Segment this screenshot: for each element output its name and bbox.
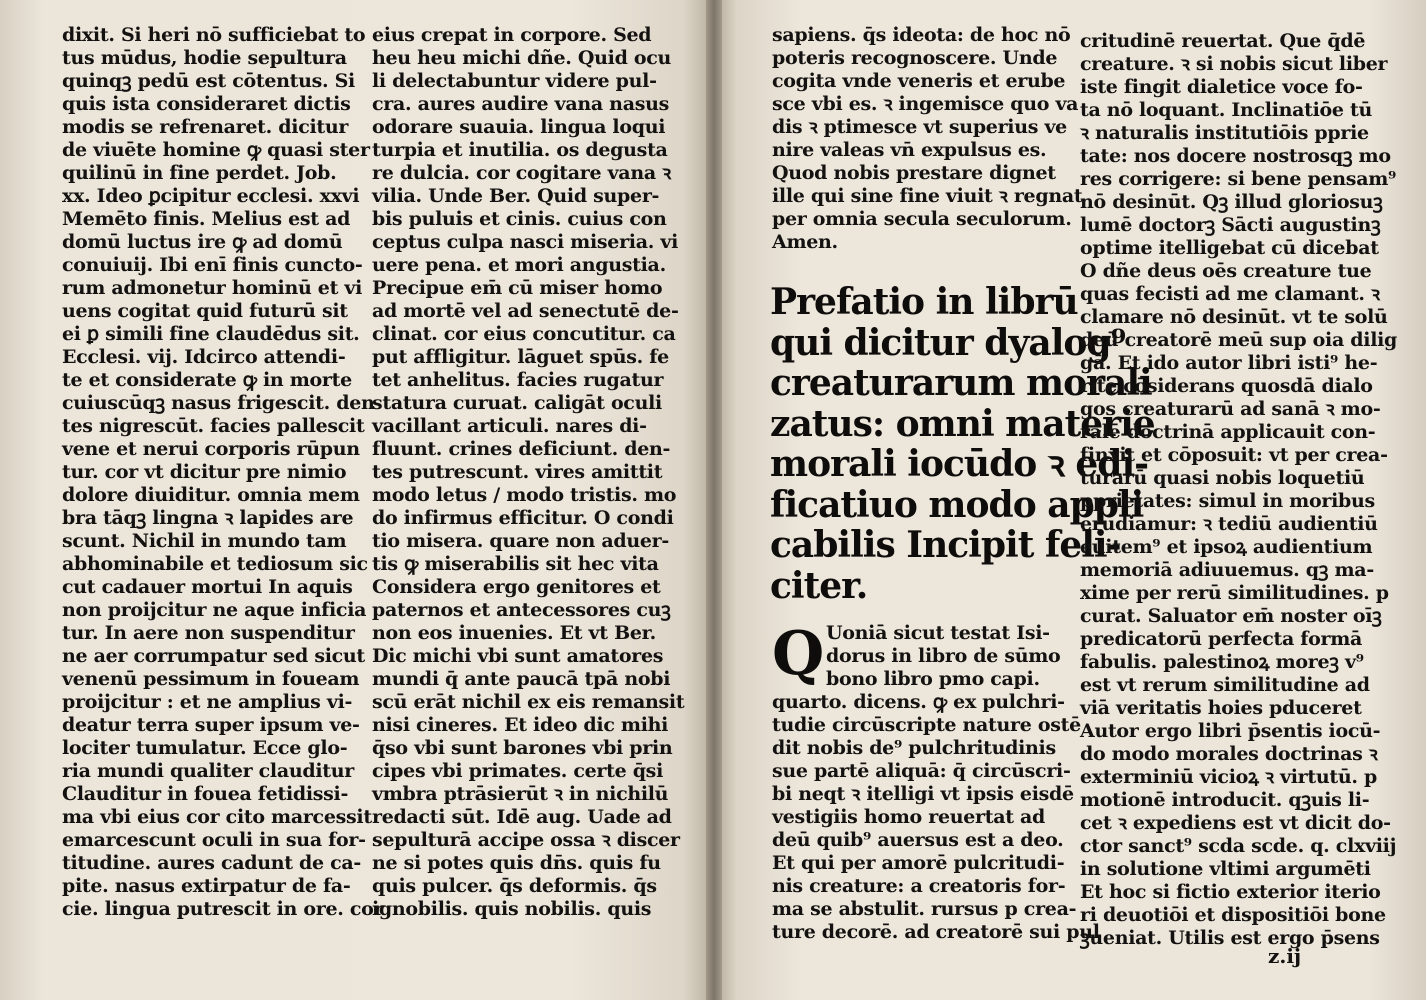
text-line: turpia et inutilia. os degusta	[372, 139, 668, 161]
right-page-column-1-top	[772, 24, 1083, 254]
text-line: tate: nos docere nostrosqꝫ mo	[1080, 145, 1391, 167]
text-line: vestigiis homo reuertat ad	[772, 806, 1046, 828]
text-line: Quod nobis prestare dignet	[772, 162, 1056, 184]
right-page-column-1-bottom	[772, 619, 1100, 944]
text-line: ri deuotiōi et dispositiōi bone	[1080, 904, 1386, 926]
text-line: critudinē reuertat. Que q̄dē	[1080, 30, 1366, 52]
text-line: scunt. Nichil in mundo tam	[62, 530, 347, 552]
text-line: titudine. aures cadunt de ca-	[62, 852, 361, 874]
text-line: Et hoc si fictio exterior iterio	[1080, 881, 1381, 903]
text-line: fabulis. palestinoꝝ moreꝫ v⁹	[1080, 651, 1364, 673]
text-line: rite cōsiderans quosdā dialo	[1080, 375, 1373, 397]
text-line: erudiamur: ꝛ tediū audientiū	[1080, 513, 1378, 535]
text-line: modo letus / modo tristis. mo	[372, 484, 677, 506]
text-line: exterminiū vicioꝝ ꝛ virtutū. p	[1080, 766, 1377, 788]
text-line: predicatorū perfecta formā	[1080, 628, 1363, 650]
text-line: res corrigere: si bene pensam⁹	[1080, 168, 1397, 190]
text-line: tio misera. quare non aduer-	[372, 530, 669, 552]
text-line: quis pulcer. q̄s deformis. q̄s	[372, 875, 657, 897]
text-line: Considera ergo genitores et	[372, 576, 661, 598]
book-gutter	[706, 0, 722, 1000]
text-line: ignobilis. quis nobilis. quis	[372, 898, 652, 920]
text-line: creaturarum morali	[770, 362, 1152, 404]
text-line: clinat. cor eius concutitur. ca	[372, 323, 676, 345]
text-line: put affligitur. lāguet spūs. fe	[372, 346, 669, 368]
text-line: Dic michi vbi sunt amatores	[372, 645, 664, 667]
text-line: nisi cineres. Et ideo dic mihi	[372, 714, 669, 736]
text-line: te et considerate ꝙ in morte	[62, 369, 352, 391]
text-line: quilinū in fine perdet. Job.	[62, 162, 337, 184]
text-line: vacillant articuli. nares di-	[372, 415, 647, 437]
text-line: optime itelligebat cū dicebat	[1080, 237, 1379, 259]
text-line: O dñe deus oēs creature tue	[1080, 260, 1372, 282]
text-line: scū erāt nichil ex eis remansit	[372, 691, 685, 713]
text-line: ria mundi qualiter clauditur	[62, 760, 354, 782]
text-line: ꝫueniat. Utilis est ergo p̄sens	[1080, 927, 1380, 949]
text-line: cuiuscūqꝫ nasus frigescit. den	[62, 392, 375, 414]
text-line: cet ꝛ expediens est vt dicit do-	[1080, 812, 1391, 834]
text-line: q̄so vbi sunt barones vbi prin	[372, 737, 673, 759]
text-line: rum admonetur hominū et vi	[62, 277, 363, 299]
text-line: nō desinūt. Qꝫ illud gloriosuꝫ	[1080, 191, 1383, 213]
text-line: cabilis Incipit feli-	[770, 524, 1121, 566]
text-line: deū creatorē meū sup oia dilig	[1080, 329, 1398, 351]
preface-heading	[770, 281, 1155, 607]
text-line: domū luctus ire ꝙ ad domū	[62, 231, 343, 253]
text-line: do infirmus efficitur. O condi	[372, 507, 674, 529]
text-line: motionē introducit. qꝫuis li-	[1080, 789, 1370, 811]
text-line: iste fingit dialetice voce fo-	[1080, 76, 1363, 98]
text-line: memoriā adiuuemus. qꝫ ma-	[1080, 559, 1374, 581]
text-line: de viuēte homine ꝙ quasi ster	[62, 139, 370, 161]
text-line: curat. Saluator em̄ noster oīꝫ	[1080, 605, 1382, 627]
text-line: dixit. Si heri nō sufficiebat to	[62, 24, 366, 46]
text-line: ralē doctrinā applicauit con-	[1080, 421, 1376, 443]
text-line: clamare nō desinūt. vt te solū	[1080, 306, 1388, 328]
text-line: quarto. dicens. ꝙ ex pulchri-	[772, 691, 1065, 713]
text-line: non proijcitur ne aque inficia	[62, 599, 367, 621]
text-line: Et qui per amorē pulcritudi-	[772, 852, 1065, 874]
text-line: odorare suauia. lingua loqui	[372, 116, 666, 138]
text-line: tes putrescunt. vires amittit	[372, 461, 663, 483]
text-line: non eos inuenies. Et vt Ber.	[372, 622, 656, 644]
text-line: bi neqt ꝛ itelligi vt ipsis eisdē	[772, 783, 1074, 805]
text-line: in solutione vltimi argumēti	[1080, 858, 1371, 880]
text-line: viā veritatis hoies pduceret	[1080, 697, 1362, 719]
text-line: finxit et cōposuit: vt per crea-	[1080, 444, 1388, 466]
text-line: ma vbi eius cor cito marcessit	[62, 806, 372, 828]
text-line: ad mortē vel ad senectutē de-	[372, 300, 679, 322]
text-line: turarū quasi nobis loquetiū	[1080, 467, 1365, 489]
text-line: Uoniā sicut testat Isi-	[826, 622, 1050, 644]
text-line: modis se refrenaret. dicitur	[62, 116, 349, 138]
text-line: cie. lingua putrescit in ore. cor	[62, 898, 384, 920]
text-line: creature. ꝛ si nobis sicut liber	[1080, 53, 1388, 75]
text-line: ctor sanct⁹ scda scde. q. clxviij	[1080, 835, 1397, 857]
text-line: dis ꝛ ptimesce vt superius ve	[772, 116, 1067, 138]
text-line: Memēto finis. Melius est ad	[62, 208, 351, 230]
text-line: nis creature: a creatoris for-	[772, 875, 1066, 897]
text-line: vmbra ptrāsierūt ꝛ in nichilū	[372, 783, 669, 805]
text-line: fluunt. crines deficiunt. den-	[372, 438, 671, 460]
text-line: zatus: omni materie	[770, 402, 1155, 445]
text-line: uens cogitat quid futurū sit	[62, 300, 348, 322]
text-line: ille qui sine fine viuit ꝛ regnat	[772, 185, 1083, 207]
text-line: ei ꝑ simili fine claudēdus sit.	[62, 323, 360, 345]
text-line: sce vbi es. ꝛ ingemisce quo va	[772, 93, 1079, 115]
text-line: Autor ergo libri p̄sentis iocū-	[1080, 720, 1381, 742]
text-line: emarcescunt oculi in sua for-	[62, 829, 366, 851]
text-line: xx. Ideo ꝑcipitur ecclesi. xxvi	[62, 185, 360, 207]
text-line: deū quib⁹ auersus est a deo.	[772, 829, 1064, 851]
text-line: quinqꝫ pedū est cōtentus. Si	[62, 70, 355, 92]
text-line: eius crepat in corpore. Sed	[372, 24, 652, 46]
text-line: Precipue em̄ cū miser homo	[372, 277, 663, 299]
text-line: gos creaturarū ad sanā ꝛ mo-	[1080, 398, 1381, 420]
text-line: heu heu michi dñe. Quid ocu	[372, 47, 672, 69]
text-line: abhominabile et tediosum sic	[62, 553, 368, 575]
text-line: paternos et antecessores cuꝫ	[372, 599, 671, 621]
text-line: gā. Et ido autor libri isti⁹ he-	[1080, 352, 1378, 374]
text-line: cogita vnde veneris et erube	[772, 70, 1066, 92]
text-line: ꝛ naturalis institutiōis pprie	[1080, 122, 1369, 144]
text-line: pite. nasus extirpatur de fa-	[62, 875, 351, 897]
text-line: Ecclesi. vij. Idcirco attendi-	[62, 346, 346, 368]
text-line: per omnia secula seculorum.	[772, 208, 1072, 230]
text-line: statura curuat. caligāt oculi	[372, 392, 662, 414]
text-line: ceptus culpa nasci miseria. vi	[372, 231, 679, 253]
text-line: euitem⁹ et ipsoꝝ audientium	[1080, 536, 1373, 558]
text-line: ne aer corrumpatur sed sicut	[62, 645, 365, 667]
text-line: bis puluis et cinis. cuius con	[372, 208, 667, 230]
text-line: ta nō loquant. Inclinatiōe tū	[1080, 99, 1373, 121]
text-line: deatur terra super ipsum ve-	[62, 714, 360, 736]
left-page-column-2	[372, 24, 685, 921]
text-line: tudie circūscripte nature ostē	[772, 714, 1081, 736]
text-line: lociter tumulatur. Ecce glo-	[62, 737, 348, 759]
text-line: uere pena. et mori angustia.	[372, 254, 666, 276]
text-line: Prefatio in librū	[770, 281, 1078, 323]
text-line: bono libro pmo capi.	[826, 668, 1040, 690]
text-line: vene et nerui corporis rūpun	[62, 438, 360, 460]
text-line: quas fecisti ad me clamant. ꝛ	[1080, 283, 1380, 305]
text-line: ficatiuo modo appli	[770, 483, 1144, 526]
text-line: qui dicitur dyalog⁹	[770, 321, 1126, 364]
text-line: Amen.	[772, 231, 838, 253]
text-line: conuiuij. Ibi enī finis cuncto-	[62, 254, 363, 276]
text-line: dolore diuiditur. omnia mem	[62, 484, 360, 506]
text-line: proijcitur : et ne amplius vi-	[62, 691, 353, 713]
text-line: lumē doctorꝫ Sācti augustinꝫ	[1080, 214, 1381, 236]
text-line: do modo morales doctrinas ꝛ	[1080, 743, 1378, 765]
text-line: dorus in libro de sūmo	[826, 645, 1061, 667]
text-line: morali iocūdo ꝛ edi-	[770, 443, 1149, 485]
text-line: ma se abstulit. rursus p crea-	[772, 898, 1077, 920]
text-line: cipes vbi primates. certe q̄si	[372, 760, 663, 782]
text-line: sue partē aliquā: q̄ circūscri-	[772, 760, 1071, 782]
text-line: re dulcia. cor cogitare vana ꝛ	[372, 162, 671, 184]
text-line: est vt rerum similitudine ad	[1080, 674, 1370, 696]
text-line: tet anhelitus. facies rugatur	[372, 369, 664, 391]
text-line: li delectabuntur videre pul-	[372, 70, 657, 92]
text-line: cra. aures audire vana nasus	[372, 93, 670, 115]
text-line: bra tāqꝫ lingna ꝛ lapides are	[62, 507, 354, 529]
text-line: quis ista consideraret dictis	[62, 93, 351, 115]
text-line: Clauditur in fouea fetidissi-	[62, 783, 349, 805]
text-line: tur. In aere non suspenditur	[62, 622, 355, 644]
text-line: xime per rerū similitudines. p	[1080, 582, 1389, 604]
text-line: cut cadauer mortui In aquis	[62, 576, 353, 598]
text-line: ture decorē. ad creatorē sui pul	[772, 921, 1100, 943]
text-line: tur. cor vt dicitur pre nimio	[62, 461, 347, 483]
text-line: tis ꝙ miserabilis sit hec vita	[372, 553, 659, 575]
text-line: ne si potes quis dn̄s. quis fu	[372, 852, 661, 874]
left-page-column-1	[62, 24, 384, 921]
text-line: tes nigrescūt. facies pallescit	[62, 415, 365, 437]
text-line: nire valeas vn̄ expulsus es.	[772, 139, 1047, 161]
text-line: citer.	[770, 564, 868, 607]
text-line: dit nobis de⁹ pulchritudinis	[772, 737, 1056, 759]
drop-cap-initial: Q	[772, 619, 825, 689]
text-line: redacti sūt. Idē aug. Uade ad	[372, 806, 672, 828]
right-page-column-2	[1080, 30, 1398, 950]
text-line: mundi q̄ ante paucā tpā nobi	[372, 668, 671, 690]
text-line: venenū pessimum in foueam	[62, 668, 360, 690]
text-line: poteris recognoscere. Unde	[772, 47, 1058, 69]
signature-mark: z.ij	[1268, 944, 1302, 968]
text-line: vilia. Unde Ber. Quid super-	[372, 185, 660, 207]
text-line: sapiens. q̄s ideota: de hoc nō	[772, 24, 1071, 46]
text-line: sepulturā accipe ossa ꝛ discer	[372, 829, 680, 851]
text-line: pprietates: simul in moribus	[1080, 490, 1375, 512]
text-line: tus mūdus, hodie sepultura	[62, 47, 347, 69]
